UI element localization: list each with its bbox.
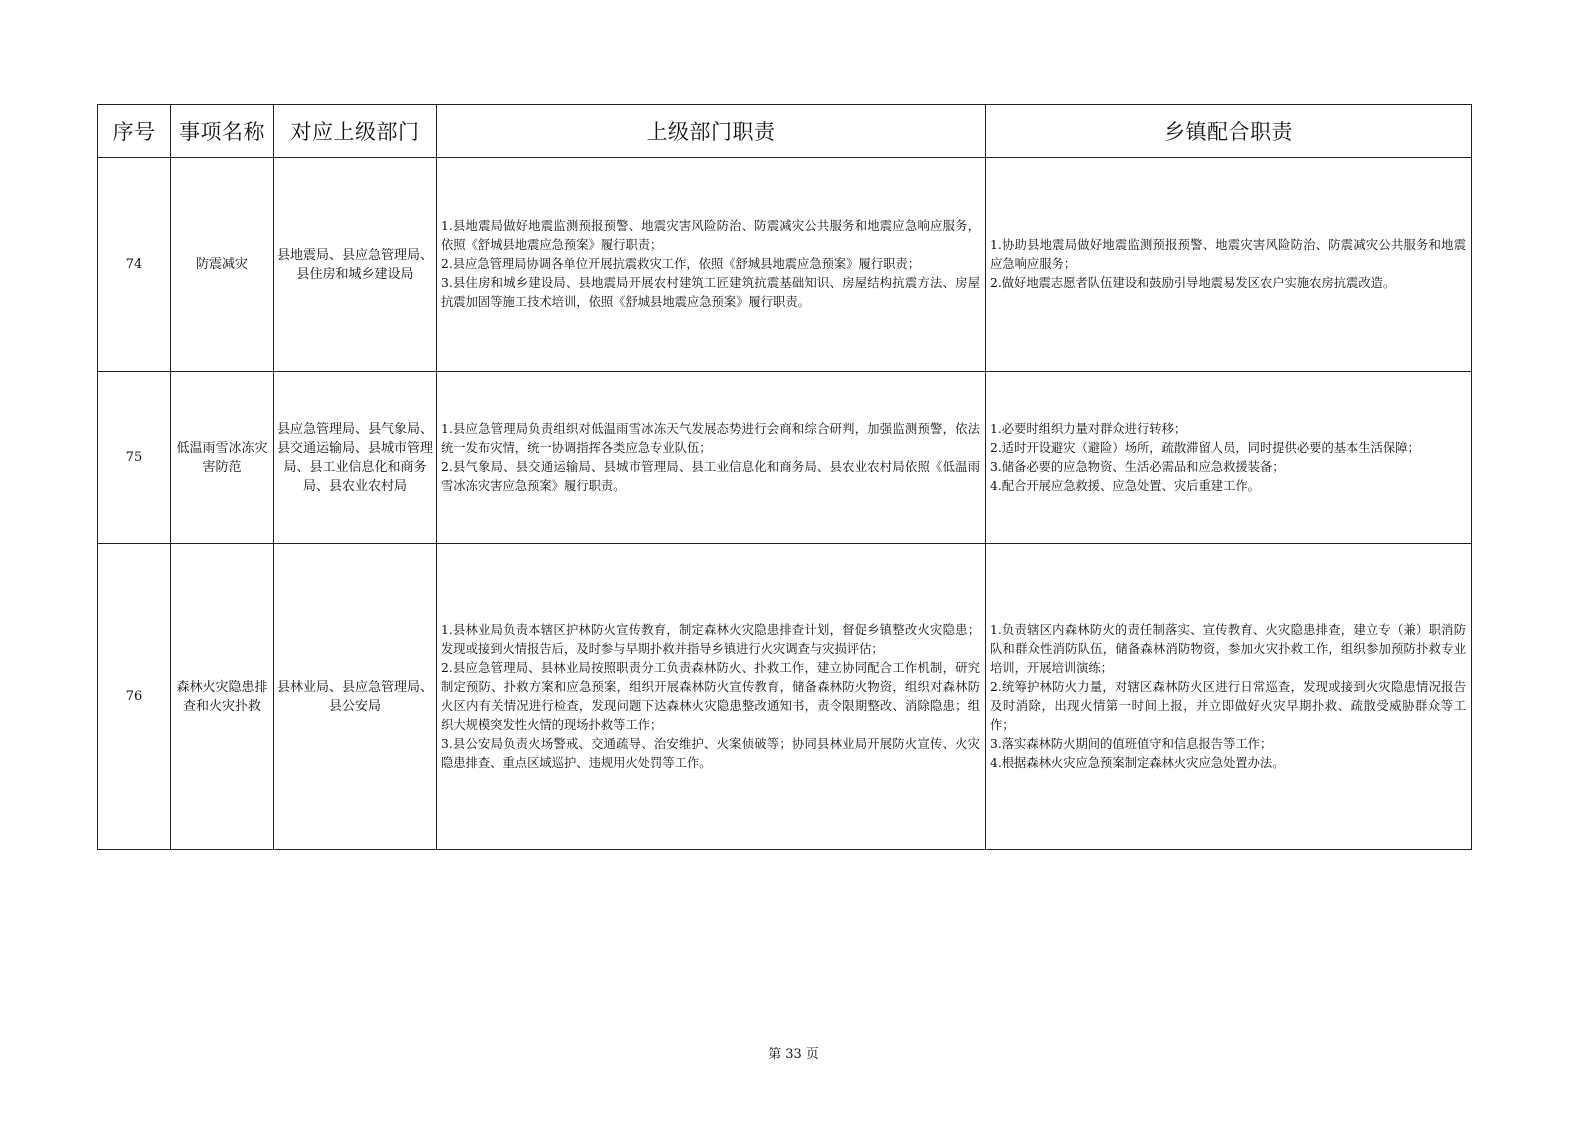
coop-item: 2.适时开设避灾（避险）场所，疏散滞留人员，同时提供必要的基本生活保障；	[990, 440, 1420, 455]
header-item-name: 事项名称	[171, 105, 274, 158]
item-name: 森林火灾隐患排查和火灾扑救	[171, 544, 274, 850]
coop-item: 1.负责辖区内森林防火的责任制落实、宣传教育、火灾隐患排查，建立专（兼）职消防队和群众性消防队伍，储备森林消防物资，参加火灾扑救工作，组织参加预防扑救专业培训，开展培训演练；	[990, 622, 1466, 675]
duty-table	[97, 104, 1472, 850]
header-superior-dept: 对应上级部门	[274, 105, 437, 158]
table-row	[98, 158, 1472, 372]
duty-item: 1.县地震局做好地震监测预报预警、地震灾害风险防治、防震减灾公共服务和地震应急响应服务，依照《舒城县地震应急预案》履行职责；	[441, 219, 980, 252]
township-duties	[986, 158, 1472, 372]
table-row	[98, 544, 1472, 850]
superior-duties	[437, 544, 986, 850]
superior-duties	[437, 372, 986, 544]
coop-item: 4.配合开展应急救援、应急处置、灾后重建工作。	[990, 478, 1260, 493]
row-number: 76	[98, 544, 171, 850]
coop-item: 3.储备必要的应急物资、生活必需品和应急救援装备；	[990, 459, 1285, 474]
superior-duties	[437, 158, 986, 372]
township-duties	[986, 372, 1472, 544]
duty-item: 2.县应急管理局协调各单位开展抗震救灾工作，依照《舒城县地震应急预案》履行职责；	[441, 257, 921, 271]
duty-item: 3.县公安局负责火场警戒、交通疏导、治安维护、火案侦破等；协同县林业局开展防火宣传、火灾隐患排查、重点区域巡护、违规用火处罚等工作。	[441, 736, 980, 770]
coop-item: 4.根据森林火灾应急预案制定森林火灾应急处置办法。	[990, 755, 1285, 770]
header-township-duties: 乡镇配合职责	[986, 105, 1472, 158]
coop-item: 3.落实森林防火期间的值班值守和信息报告等工作；	[990, 736, 1273, 751]
header-no: 序号	[98, 105, 171, 158]
superior-dept: 县地震局、县应急管理局、县住房和城乡建设局	[274, 158, 437, 372]
duty-item: 3.县住房和城乡建设局、县地震局开展农村建筑工匠建筑抗震基础知识、房屋结构抗震方法、房屋抗震加固等施工技术培训，依照《舒城县地震应急预案》履行职责。	[441, 276, 980, 309]
coop-item: 1.必要时组织力量对群众进行转移；	[990, 421, 1187, 436]
coop-item: 2.统筹护林防火力量，对辖区森林防火区进行日常巡查，发现或接到火灾隐患情况报告及时消除，出现火情第一时间上报，并立即做好火灾早期扑救、疏散受威胁群众等工作；	[990, 679, 1466, 732]
superior-dept: 县林业局、县应急管理局、县公安局	[274, 544, 437, 850]
township-duties	[986, 544, 1472, 850]
item-name: 防震减灾	[171, 158, 274, 372]
coop-item: 2.做好地震志愿者队伍建设和鼓励引导地震易发区农户实施农房抗震改造。	[990, 276, 1396, 290]
item-name: 低温雨雪冰冻灾害防范	[171, 372, 274, 544]
row-number: 75	[98, 372, 171, 544]
duty-item: 1.县林业局负责本辖区护林防火宣传教育，制定森林火灾隐患排查计划，督促乡镇整改火灾隐患；发现或接到火情报告后，及时参与早期扑救并指导乡镇进行火灾调查与灾损评估；	[441, 622, 980, 656]
superior-dept: 县应急管理局、县气象局、县交通运输局、县城市管理局、县工业信息化和商务局、县农业农村局	[274, 372, 437, 544]
duty-item: 2.县气象局、县交通运输局、县城市管理局、县工业信息化和商务局、县农业农村局依照《低温雨雪冰冻灾害应急预案》履行职责。	[441, 459, 980, 493]
duty-item: 2.县应急管理局、县林业局按照职责分工负责森林防火、扑救工作，建立协同配合工作机制，研究制定预防、扑救方案和应急预案，组织开展森林防火宣传教育，储备森林防火物资，组织对森林防火区内有关情况进行检查，发现问题下达森林火灾隐患整改通知书，责令限期整改、消除隐患；组织大规模突发性火情的现场扑救等工作；	[441, 660, 980, 732]
header-row	[98, 105, 1472, 158]
coop-item: 1.协助县地震局做好地震监测预报预警、地震灾害风险防治、防震减灾公共服务和地震应急响应服务；	[990, 238, 1466, 271]
duty-item: 1.县应急管理局负责组织对低温雨雪冰冻天气发展态势进行会商和综合研判，加强监测预警，依法统一发布灾情，统一协调指挥各类应急专业队伍；	[441, 421, 980, 455]
row-number: 74	[98, 158, 171, 372]
header-superior-duties: 上级部门职责	[437, 105, 986, 158]
table-row	[98, 372, 1472, 544]
page-number: 第 33 页	[768, 1047, 819, 1062]
